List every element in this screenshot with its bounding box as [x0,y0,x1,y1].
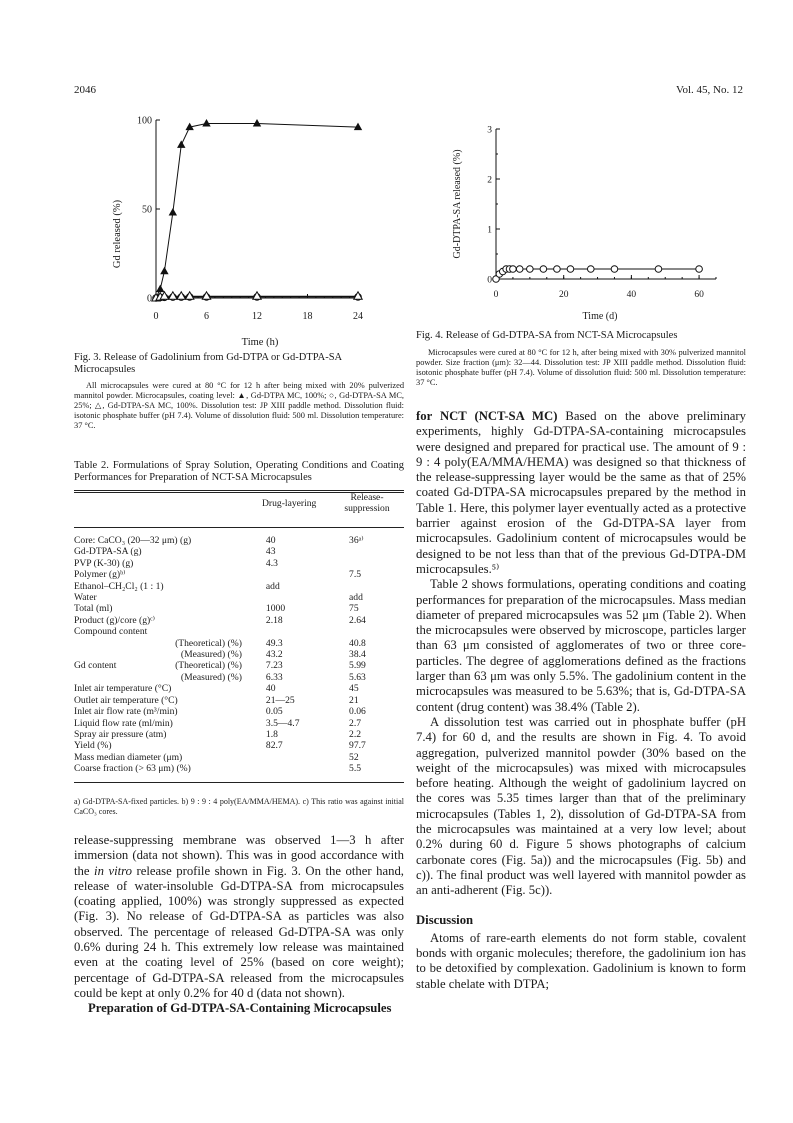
journal-volume: Vol. 45, No. 12 [675,84,743,96]
x-tick-label: 40 [626,290,637,300]
table-row [74,729,404,740]
release-suppression-value: add [349,592,363,604]
drug-layering-value: add [265,580,280,592]
row-label [74,638,144,649]
drug-layering-value [242,592,327,603]
release-suppression-value: 5.99 [349,660,366,672]
row-label: Inlet air flow rate (m³/min) [74,706,178,718]
row-sublabel: (Theoretical) (%) [175,637,242,649]
data-point-open-circle [540,266,547,273]
table-row [74,672,404,683]
right-paragraph-3: A dissolution test was carried out in phosphate buffer (pH 7.4) for 60 d, and the results are shown in Fig. 4. To avoid aggregation, pulverized mannitol powder (30% based on the weight of the microcapsules) was mixed with microcapsules before heating. Although the weight of gadolinium laycred on the cores was 5.35 times larger than that of the preliminary microcapsules (Tables 1, 2), dissolution of Gd-DTPA-SA from the microcapsules was maintained at a very low level; about 0.2% during 60 d. Figure 5 shows photographs of calcium carbonate cores (Fig. 5a)) and the microcapsules (Fig. 5b) and c)). The final product was well layered with mannitol powder as an anti-adherent (Fig. 5c)). [416,714,746,898]
release-suppression-value: 5.5 [349,763,362,775]
row-label: Ethanol–CH₂Cl₂ (1 : 1) [74,580,164,592]
drug-layering-value: 3.5—4.7 [265,717,300,729]
table2-header-rule [74,527,404,528]
fig4-ylabel: Gd-DTPA-SA released (%) [452,149,463,259]
table-row [74,683,404,694]
release-suppression-value [327,626,404,637]
table2-caption: Table 2. Formulations of Spray Solution, Operating Conditions and Coating Performances for Preparation of NCT-SA Microcapsules [74,460,404,483]
row-label: Yield (%) [74,740,112,752]
data-point-open-circle [655,266,662,273]
data-point-filled-triangle [156,285,164,293]
y-tick-label: 1 [487,225,492,236]
drug-layering-value: 4.3 [265,557,278,569]
row-label: Mass median diameter (μm) [74,751,183,763]
row-label: Polymer (g)ᵇ⁾ [74,569,126,581]
table-row [74,638,404,649]
release-suppression-value: 21 [349,694,359,706]
data-point-open-circle [587,266,594,273]
table-row [74,626,404,637]
drug-layering-value: 40 [265,535,276,546]
table2-col2-header-line2: suppression [344,503,390,515]
drug-layering-value [242,569,327,580]
x-tick-label: 60 [694,290,704,300]
release-suppression-value: 75 [349,603,359,615]
table-row [74,615,404,626]
fig4-xlabel: Time (d) [582,311,618,322]
drug-layering-value: 7.23 [265,660,283,672]
fig4-chart [446,104,736,324]
row-sublabel: (Measured) (%) [180,649,242,661]
y-tick-label: 50 [142,204,152,216]
data-point-filled-triangle [160,267,168,275]
data-point-open-circle [611,266,618,273]
row-label: Total (ml) [74,603,113,615]
release-suppression-value [327,581,404,592]
table2-top-rule [74,490,404,491]
table2-col2-header [332,492,402,515]
fig3-note: All microcapsules were cured at 80 °C for 12 h after being mixed with 20% pulverized mannitol powder. Microcapsules, coating level: ▲, Gd-DTPA MC, 100%; ○, Gd-DTPA-SA MC, 25%; △, Gd-DTPA-SA MC, 100%. Dissolution test: JP XIII paddle method. Dissolution fluid: isotonic phosphate buffer (pH 7.4). Volume of dissolution fluid: 500 ml. Dissolution temperature: 37 °C. [74,381,404,430]
drug-layering-value: 82.7 [265,740,283,752]
y-tick-label: 0 [147,293,152,305]
row-sublabel: (Theoretical) (%) [175,660,242,672]
table-row [74,706,404,717]
drug-layering-value: 0.05 [265,706,283,718]
drug-layering-value: 6.33 [265,671,283,683]
data-point-filled-triangle [253,119,261,127]
fig3-caption: Fig. 3. Release of Gadolinium from Gd-DTPA or Gd-DTPA-SA Microcapsules [74,352,342,375]
table-row [74,649,404,660]
data-point-filled-triangle [169,208,177,216]
row-label: PVP (K-30) (g) [74,557,134,569]
table-row [74,718,404,729]
right-paragraph-2: Table 2 shows formulations, operating conditions and coating performances for preparation of the microcapsules. Mass median diameter of prepared microcapsules was 52 μm (Table 2). When the microcapsules were observed by microscope, particles larger than 63 μm consisted of agglomerates of two or three core-particles. The degree of agglomerations defined as the fractions larger than 63 μm was only 5.5%. The gadolinium content in the microcapsules was measured to be 5.63%; that is, Gd-DTPA-SA content (drug content) was 38.4% (Table 2). [416,577,746,714]
data-point-open-circle [516,266,523,273]
drug-layering-value [242,763,327,774]
drug-layering-value: 2.18 [265,614,283,626]
row-label [74,672,144,683]
release-suppression-value [327,558,404,569]
x-tick-label: 12 [252,311,262,322]
release-suppression-value: 2.2 [349,728,362,740]
release-suppression-value: 45 [349,683,359,695]
series-line [156,124,358,298]
release-suppression-value: 38.4 [349,649,366,661]
release-suppression-value: 2.7 [349,717,362,729]
release-suppression-value: 5.63 [349,671,366,683]
release-suppression-value: 40.8 [349,637,366,649]
table2-bottom-rule [74,782,404,783]
table-row [74,592,404,603]
table2 [74,535,404,775]
page-number: 2046 [74,84,96,96]
release-suppression-value: 97.7 [349,740,366,752]
right-column-text [416,409,746,992]
y-tick-label: 3 [487,125,492,136]
table-row [74,569,404,580]
row-label: Gd content [74,660,117,672]
section-heading-preparation: Preparation of Gd-DTPA-SA-Containing Microcapsules [88,1001,392,1016]
row-label: Product (g)/core (g)ᶜ⁾ [74,614,155,626]
table2-footnote: a) Gd-DTPA-SA-fixed particles. b) 9 : 9 : 4 poly(EA/MMA/HEMA). c) This ratio was against initial CaCO₃ cores. [74,797,404,816]
x-tick-label: 24 [353,311,363,322]
row-label: Water [74,592,97,604]
fig4-ticks [487,126,716,301]
table-row [74,581,404,592]
y-tick-label: 2 [487,175,492,186]
right-paragraph-1-text: Based on the above preliminary experiments, highly Gd-DTPA-SA-containing microcapsules were designed and prepared for practical use. The amount of 9 : 9 : 4 poly(EA/MMA/HEMA) was designed so that thickness of the release-suppressing layer would be the same as that of 25% coated Gd-DTPA-SA microcapsules prepared by the method in Table 1. Here, this polymer layer eventually acted as a protective barrier against erosion of the Gd-DTPA-SA layer from microcapsules. Gadolinium content of microcapsules would be designed to be not less than that of the previous Gd-DTPA-DM microcapsules.⁵⁾ [416,409,746,576]
fig3-axes [156,120,358,298]
fig4-axes [496,129,716,279]
table-row [74,752,404,763]
fig4-caption: Fig. 4. Release of Gd-DTPA-SA from NCT-SA Microcapsules [416,330,678,341]
data-point-open-circle [567,266,574,273]
drug-layering-value: 49.3 [265,637,283,649]
release-suppression-value [327,546,404,557]
table-row [74,763,404,774]
table-row [74,695,404,706]
row-label [74,649,144,660]
row-label: Liquid flow rate (ml/min) [74,717,173,729]
left-column-text [74,833,404,1017]
fig3-ylabel: Gd released (%) [112,199,123,269]
table-row [74,603,404,614]
section-heading-continued: for NCT (NCT-SA MC) [416,409,558,423]
fig3-chart [74,104,394,350]
table2-col1-header: Drug-layering [262,498,317,509]
data-point-open-circle [696,266,703,273]
table2-col2-header-line1: Release- [350,492,384,503]
table-row [74,660,404,671]
release-suppression-value: 2.64 [349,614,366,626]
x-tick-label: 0 [493,290,499,300]
x-tick-label: 0 [153,311,159,322]
release-suppression-value: 52 [349,751,359,763]
y-tick-label: 0 [487,275,492,286]
drug-layering-value: 21—25 [265,694,295,706]
release-suppression-value: 7.5 [349,569,362,581]
fig3-ticks [137,116,363,323]
drug-layering-value: 43 [265,546,276,558]
drug-layering-value: 43.2 [265,649,283,661]
right-paragraph-4: Atoms of rare-earth elements do not form stable, covalent bonds with organic molecules; therefore, the gadolinium ion has to be detoxified by complexation. Gadolinium is known to form stable chelate with DTPA; [416,930,746,991]
data-point-filled-triangle [177,140,185,148]
drug-layering-value: 40 [265,683,276,695]
fig4-note: Microcapsules were cured at 80 °C for 12 h, after being mixed with 30% pulverized mannitol powder. Size fraction (μm): 32—44. Dissolution test: JP XIII paddle method. Dissolution fluid: isotonic phosphate buffer (pH 7.4). Volume of dissolution fluid: 500 ml. Dissolution temperature: 37 °C. [416,348,746,387]
row-sublabel: (Measured) (%) [180,671,242,683]
data-point-open-circle [527,266,534,273]
data-point-open-circle [554,266,561,273]
release-suppression-value: 36ᵃ⁾ [349,535,364,546]
table-row [74,558,404,569]
drug-layering-value [242,626,327,637]
x-tick-label: 18 [302,311,313,322]
table-row [74,740,404,751]
y-tick-label: 100 [137,115,152,127]
data-point-filled-triangle [354,123,362,130]
x-tick-label: 20 [558,290,569,300]
data-point-filled-triangle [202,119,210,127]
data-point-open-circle [510,266,517,273]
row-label: Core: CaCO₃ (20—32 μm) (g) [74,535,192,546]
drug-layering-value: 1.8 [265,728,278,740]
row-label: Outlet air temperature (°C) [74,694,178,706]
release-suppression-value: 0.06 [349,706,366,718]
discussion-heading: Discussion [416,912,474,927]
fig3-series [152,119,362,301]
row-label: Coarse fraction (> 63 μm) (%) [74,763,191,775]
fig3-xlabel: Time (h) [241,337,279,348]
row-label: Spray air pressure (atm) [74,728,167,740]
drug-layering-value: 1000 [265,603,286,615]
row-label: Compound content [74,626,148,638]
table-row [74,546,404,557]
row-label: Inlet air temperature (°C) [74,683,172,695]
row-label: Gd-DTPA-SA (g) [74,546,142,558]
x-tick-label: 6 [204,311,209,322]
drug-layering-value [242,752,327,763]
right-paragraph-1 [416,409,746,577]
left-paragraph-1: release-suppressing membrane was observed 1—3 h after immersion (data not shown). This was in good accordance with the in vitro release profile shown in Fig. 3. On the other hand, release of water-insoluble Gd-DTPA-SA from microcapsules (coating applied, 100%) was strongly suppressed as expected (Fig. 3). No release of Gd-DTPA-SA as particles was also observed. The percentage of released Gd-DTPA-SA was only 0.6% during 24 h. This extremely low release was maintained even at the coating level of 25% (based on core weight); percentage of Gd-DTPA-SA released from the microcapsules could be kept at only 0.2% for 40 d (data not shown). [74,833,404,1000]
fig4-series [493,266,703,283]
table-row [74,535,404,546]
